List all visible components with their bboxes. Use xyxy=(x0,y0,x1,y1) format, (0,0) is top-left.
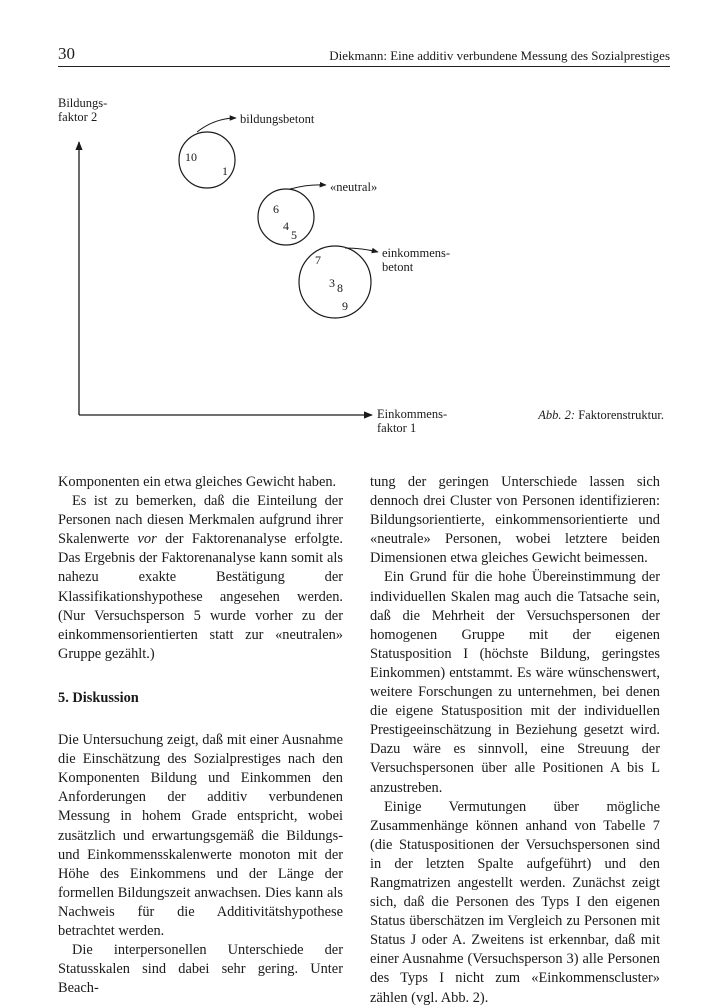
cluster-member: 7 xyxy=(315,253,321,267)
figure-caption-text: Faktorenstruktur. xyxy=(578,408,664,422)
paragraph: Es ist zu bemerken, daß die Einteilung der Personen nach diesen Merkmalen aufgrund ihrer Skalenwerte vor der Faktorenanalyse erfolgte. Das Ergebnis der Faktorenanalyse kann somit als nahezu exakte Bestätigung der Klassifikationshypothese angesehen werden. (Nur Versuchsperson 5 wurde vorher zu der einkommensorientierten statt zur «neutralen» Gruppe gezählt.) xyxy=(58,493,343,662)
paragraph: Ein Grund für die hohe Übereinstimmung der individuellen Skalen mag auch die Tatsache sein, daß die Mehrheit der Versuchspersonen der homogenen Gruppe mit der eigenen Statusposition I (höchste Bildung, geringstes Einkommen) entstammt. Es wäre wünschenswert, weitere Forschungen zu unternehmen, bei denen die eigene Statusposition mit der individuellen Prestigeeinschätzung in Beziehung gesetzt wird. Dazu wäre es sinnvoll, eine Streuung der Versuchspersonen über alle Positionen A bis L anzustreben. xyxy=(370,569,660,796)
cluster-arrow-neutral xyxy=(290,185,326,189)
cluster-member: 3 xyxy=(329,276,335,290)
figure-caption xyxy=(538,408,664,423)
cluster-label-neutral: «neutral» xyxy=(330,180,378,194)
paragraph: tung der geringen Unterschiede lassen sich dennoch drei Cluster von Personen identifizieren: Bildungsorientierte, einkommensorientierte und «neutrale» Personen, wobei letztere beiden Dimensionen etwa gleiches Gewicht beimessen. xyxy=(370,474,660,567)
cluster-member: 4 xyxy=(283,219,289,233)
cluster-arrow-bildungsbetont xyxy=(197,118,236,132)
cluster-member: 1 xyxy=(222,164,228,178)
cluster-label-bildungsbetont: bildungsbetont xyxy=(240,112,315,126)
cluster-member: 8 xyxy=(337,281,343,295)
paragraph: Einige Vermutungen über mögliche Zusammenhänge können anhand von Tabelle 7 (die Statuspositionen der Versuchspersonen sind in der letzten Spalte aufgeführt) und den Rangmatrizen angestellt werden. Zunächst zeigt sich, daß die Personen des Typs I den eigenen Status überschätzen im Vergleich zu Personen mit Status J oder A. Zweitens ist erkennbar, daß mit einer Ausnahme (Versuchsperson 3) alle Personen des Typs I nicht zum «Einkommenscluster» zählen (vgl. Abb. 2). xyxy=(370,798,660,1006)
x-axis-label-line1: Einkommens- xyxy=(377,407,448,421)
cluster-member: 10 xyxy=(185,150,197,164)
section-heading: 5. Diskussion xyxy=(58,689,139,706)
y-axis-label-line1: Bildungs- xyxy=(58,96,108,110)
y-axis-label-line2: faktor 2 xyxy=(58,110,98,124)
cluster-member: 5 xyxy=(291,228,297,242)
page-number: 30 xyxy=(58,44,75,63)
factor-structure-figure xyxy=(0,0,720,460)
paragraph: Die Untersuchung zeigt, daß mit einer Ausnahme die Einschätzung des Sozialprestiges nach den Komponenten Bildung und Einkommen den Anforderungen der additiv verbundenen Messung in hohem Grade entspricht, wobei zusätzlich und erwartungsgemäß die Bildungs- und Einkommensskalenwerte monoton mit der Höhe des Einkommens und der Länge der formellen Bildungszeit anwachsen. Dies kann als Nachweis für die Additivitätshypothese betrachtet werden. xyxy=(58,732,343,939)
paragraph: Komponenten ein etwa gleiches Gewicht haben. xyxy=(58,474,337,490)
cluster-member: 6 xyxy=(273,202,279,216)
paragraph: Die interpersonellen Unterschiede der Statusskalen sind dabei sehr gering. Unter Beach- xyxy=(58,942,343,997)
cluster-label-einkommensbetont-line1: einkommens- xyxy=(382,246,451,260)
running-title: Diekmann: Eine additiv verbundene Messung des Sozialprestiges xyxy=(329,48,670,63)
cluster-circle-einkommensbetont xyxy=(299,246,371,318)
figure-caption-label: Abb. 2: xyxy=(538,408,576,422)
emphasis: vor xyxy=(137,531,157,548)
cluster-label-einkommensbetont-line2: betont xyxy=(382,260,414,274)
cluster-circle-neutral xyxy=(258,189,314,245)
x-axis-label-line2: faktor 1 xyxy=(377,421,417,435)
left-column xyxy=(58,473,343,998)
right-column xyxy=(370,473,660,1008)
cluster-member: 9 xyxy=(342,299,348,313)
